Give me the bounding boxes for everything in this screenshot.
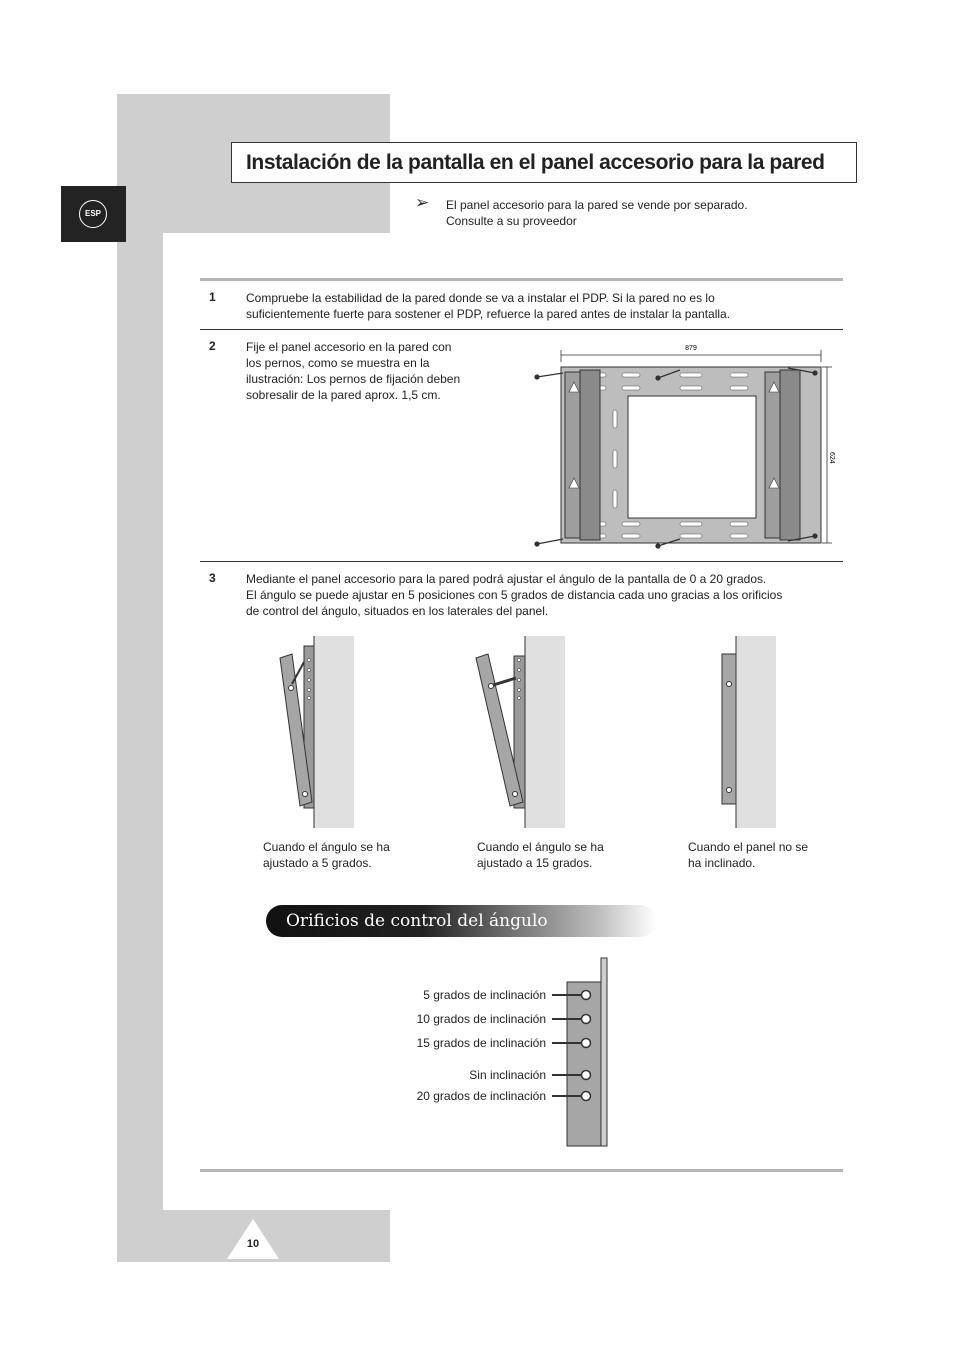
wall-bracket-illustration	[530, 340, 840, 555]
note-line: El panel accesorio para la pared se vende por separado.	[446, 198, 748, 212]
caption-no-tilt	[688, 839, 808, 871]
hole-label-5: 5 grados de inclinación	[423, 988, 546, 1002]
step-line: los pernos, como se muestra en la	[246, 356, 430, 370]
hole-label-10: 10 grados de inclinación	[416, 1012, 546, 1026]
language-label: ESP	[79, 200, 107, 228]
step-number: 1	[209, 290, 216, 304]
grey-side-strip	[117, 233, 163, 1210]
caption-line: ajustado a 15 grados.	[477, 856, 593, 870]
angle-15-illustration	[476, 636, 571, 832]
step-line: ilustración: Los pernos de fijación deben	[246, 372, 461, 386]
step-line: Mediante el panel accesorio para la pared podrá ajustar el ángulo de la pantalla de 0 a 20 grados.	[246, 572, 767, 586]
caption-line: Cuando el ángulo se ha	[263, 840, 390, 854]
step-divider	[200, 329, 843, 330]
step-line: sobresalir de la pared aprox. 1,5 cm.	[246, 388, 441, 402]
page-title: Instalación de la pantalla en el panel accesorio para la pared	[231, 142, 857, 183]
caption-line: Cuando el panel no se	[688, 840, 809, 854]
step-line: Compruebe la estabilidad de la pared donde se va a instalar el PDP. Si la pared no es lo	[246, 291, 715, 305]
section-banner: Orificios de control del ángulo	[266, 905, 656, 937]
section-rule-top	[200, 278, 843, 281]
step-number: 3	[209, 571, 216, 585]
angle-5-illustration	[280, 636, 360, 832]
section-rule-bottom	[200, 1169, 843, 1172]
hole-label-20: 20 grados de inclinación	[416, 1089, 546, 1103]
angle-0-illustration	[718, 636, 788, 832]
note-line: Consulte a su proveedor	[446, 214, 577, 228]
step-line: de control del ángulo, situados en los laterales del panel.	[246, 604, 549, 618]
step-line: Fije el panel accesorio en la pared con	[246, 340, 452, 354]
step-line: El ángulo se puede ajustar en 5 posiciones con 5 grados de distancia cada uno gracias a los orificios	[246, 588, 783, 602]
caption-15-degrees	[477, 839, 604, 871]
note-text	[446, 197, 806, 229]
caption-5-degrees	[263, 839, 390, 871]
step-divider	[200, 561, 843, 562]
step-text	[246, 290, 730, 322]
language-tab	[61, 186, 126, 242]
note-arrow-icon: ➢	[415, 193, 430, 212]
step-line: suficientemente fuerte para sostener el PDP, refuerce la pared antes de instalar la pantalla.	[246, 307, 731, 321]
caption-line: ajustado a 5 grados.	[263, 856, 372, 870]
hole-label-0: Sin inclinación	[469, 1068, 546, 1082]
caption-line: Cuando el ángulo se ha	[477, 840, 604, 854]
dimension-width-label: 879	[685, 345, 697, 352]
caption-line: ha inclinado.	[688, 856, 756, 870]
page-number: 10	[246, 1238, 260, 1250]
step-text	[246, 339, 460, 403]
dimension-height-label: 624	[828, 452, 835, 464]
step-number: 2	[209, 339, 216, 353]
step-text	[246, 571, 782, 619]
angle-holes-diagram	[550, 958, 610, 1150]
hole-label-15: 15 grados de inclinación	[416, 1036, 546, 1050]
